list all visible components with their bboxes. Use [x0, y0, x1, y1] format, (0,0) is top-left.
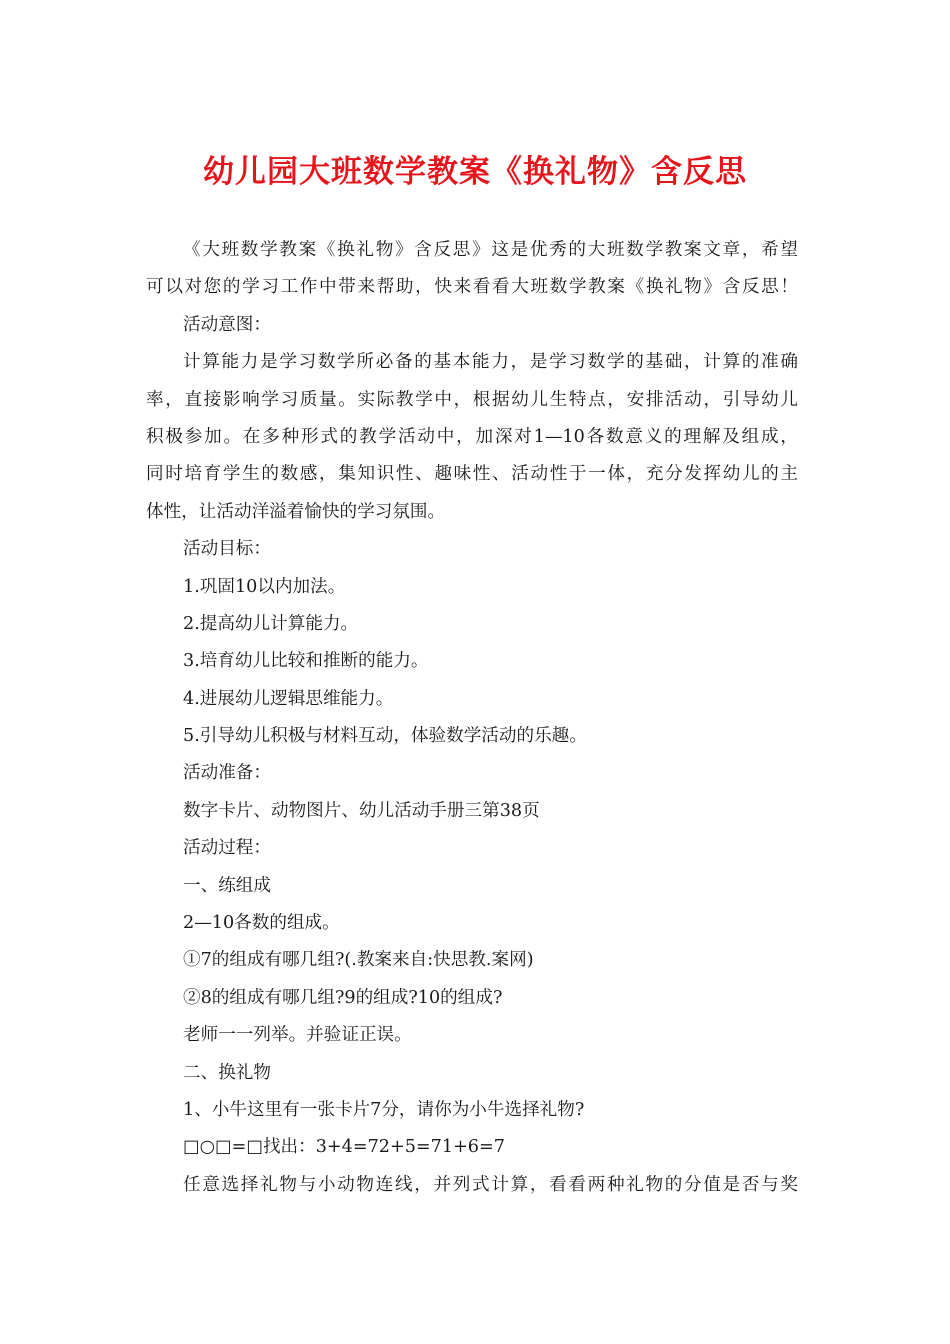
paragraph-line: 同时培育学生的数感，集知识性、趣味性、活动性于一体，充分发挥幼儿的主 — [146, 464, 798, 485]
paragraph-line: 可以对您的学习工作中带来帮助，快来看看大班数学教案《换礼物》含反思！ — [146, 277, 798, 298]
document-body — [146, 232, 798, 1204]
list-item: 3.培育幼儿比较和推断的能力。 — [183, 651, 429, 672]
list-item: 4.进展幼儿逻辑思维能力。 — [183, 688, 394, 709]
subsection-heading: 二、换礼物 — [183, 1062, 271, 1083]
list-item: 2.提高幼儿计算能力。 — [183, 613, 359, 634]
paragraph-line: 数字卡片、动物图片、幼儿活动手册三第38页 — [183, 800, 540, 821]
document-title: 幼儿园大班数学教案《换礼物》含反思 — [203, 154, 747, 190]
paragraph-line: 积极参加。在多种形式的教学活动中，加深对1—10各数意义的理解及组成， — [146, 426, 798, 447]
paragraph-line: 2—10各数的组成。 — [183, 913, 340, 934]
section-heading: 活动准备： — [183, 763, 271, 784]
section-heading: 活动意图： — [183, 314, 271, 335]
equation-line: □○□=□找出：3+4=72+5=71+6=7 — [183, 1137, 505, 1158]
list-item: ②8的组成有哪几组?9的组成?10的组成? — [183, 987, 503, 1008]
list-item: 5.引导幼儿积极与材料互动，体验数学活动的乐趣。 — [183, 726, 587, 747]
list-item: 1.巩固10以内加法。 — [183, 576, 346, 597]
subsection-heading: 一、练组成 — [183, 875, 271, 896]
paragraph-line: 计算能力是学习数学所必备的基本能力，是学习数学的基础，计算的准确 — [183, 352, 798, 373]
paragraph-line: 《大班数学教案《换礼物》含反思》这是优秀的大班数学教案文章，希望 — [183, 240, 798, 260]
paragraph-line: 率，直接影响学习质量。实际教学中，根据幼儿生特点，安排活动，引导幼儿 — [146, 389, 798, 410]
paragraph-line: 任意选择礼物与小动物连线，并列式计算，看看两种礼物的分值是否与奖 — [183, 1174, 798, 1195]
paragraph-line: 1、小牛这里有一张卡片7分，请你为小牛选择礼物? — [183, 1099, 585, 1120]
section-heading: 活动目标： — [183, 539, 271, 560]
paragraph-line: 老师一一列举。并验证正误。 — [183, 1025, 412, 1046]
section-heading: 活动过程： — [183, 838, 271, 859]
list-item: ①7的组成有哪几组?(.教案来自:快思教.案网) — [183, 950, 534, 971]
paragraph-line: 体性，让活动洋溢着愉快的学习氛围。 — [146, 501, 446, 522]
